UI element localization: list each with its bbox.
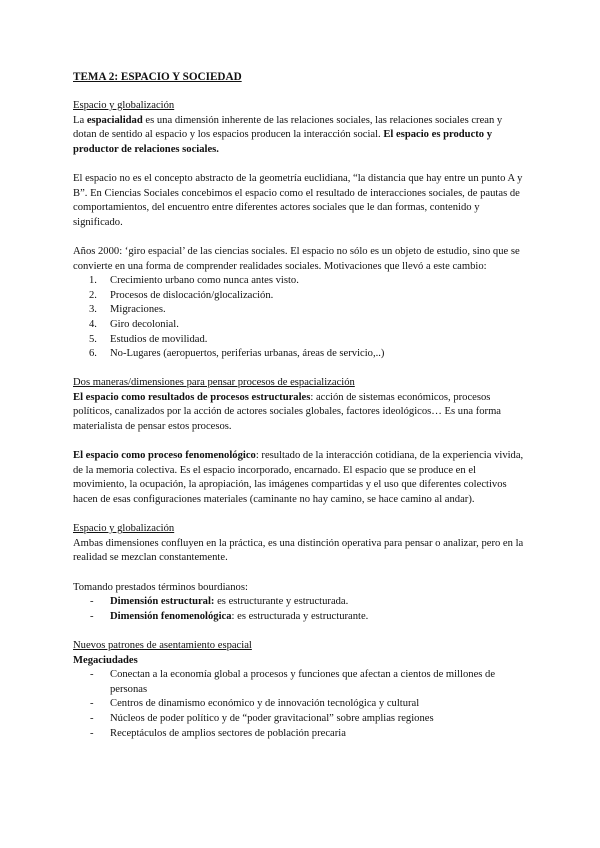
section-heading-espacio-globalizacion: Espacio y globalización [73, 100, 175, 111]
section-heading-dos-maneras: Dos maneras/dimensiones para pensar procesos de espacialización [73, 377, 355, 389]
dash-bullet: - [90, 610, 94, 622]
text-run: es estructurante y estructurada. [214, 596, 349, 608]
list-number: 3. [89, 304, 97, 316]
list-item-text: Estudios de movilidad. [110, 333, 208, 345]
text-run: : es estructurada y estructurante. [231, 610, 369, 622]
dash-bullet: - [90, 698, 94, 710]
list-item-text: No-Lugares (aeropuertos, periferias urbanas, áreas de servicio,..) [110, 348, 385, 360]
list-item-text: Migraciones. [110, 304, 166, 316]
list-number: 5. [89, 333, 97, 345]
list-item [73, 274, 528, 289]
text-run: : acción de sistemas económicos, procesos políticos, canalizados por la acción de actores sociales globales, factores ideológicos… Es una forma materialista de pensar estos procesos. [73, 391, 502, 433]
list-item [73, 595, 528, 610]
list-item [73, 697, 528, 712]
list-item [73, 668, 528, 697]
text-run: es una dimensión inherente de las relaciones sociales, las relaciones sociales crean y dotan de sentido al espacio y los espacios producen la interacción social. [73, 114, 503, 141]
paragraph-proceso-fenomenologico [73, 449, 528, 507]
paragraph-giro-espacial: Años 2000: ‘giro espacial’ de las ciencias sociales. El espacio no sólo es un objeto de estudio, sino que se convierte en una forma de comprender realidades sociales. Motivaciones que llevó a este cambio: [73, 245, 520, 272]
dimensiones-list [73, 595, 528, 624]
bold-term: espacialidad [86, 114, 143, 126]
section-heading-nuevos-patrones: Nuevos patrones de asentamiento espacial [73, 639, 252, 651]
dash-bullet: - [90, 596, 94, 608]
page-title: TEMA 2: ESPACIO Y SOCIEDAD [73, 71, 242, 83]
text-run: : resultado de la interacción cotidiana, de la experiencia vivida, de la memoria colectiva. Es el espacio incorporado, encarnado. El espacio que se produce en el movimiento, la ocupación, la apropiación, las imágenes compartidas y el uso que diferentes colectivos hacen de esas configuraciones materiales (caminante no hay camino, se hace camino al andar). [73, 450, 524, 506]
subheading-megaciudades [73, 654, 528, 669]
bold-term: Dimensión estructural: [110, 596, 215, 608]
bold-term: El espacio como resultados de procesos estructurales [73, 391, 311, 403]
list-number: 4. [89, 318, 97, 330]
dash-bullet: - [90, 712, 94, 724]
list-item [73, 610, 528, 625]
text-run: La [73, 114, 87, 126]
list-item [73, 727, 528, 742]
motivaciones-list [73, 274, 528, 362]
bold-term: Dimensión fenomenológica [110, 610, 232, 622]
list-item [73, 712, 528, 727]
bold-statement: El espacio es producto y productor de relaciones sociales. [73, 129, 493, 155]
list-item-text: Procesos de dislocación/glocalización. [110, 289, 274, 301]
list-item [73, 303, 528, 318]
paragraph-terminos-bourdianos: Tomando prestados términos bourdianos: [73, 581, 248, 593]
list-item-text: Giro decolonial. [110, 318, 179, 330]
paragraph-procesos-estructurales [73, 391, 528, 435]
list-item-text: Conectan a la economía global a procesos y funciones que afectan a cientos de millones de personas [110, 669, 496, 695]
list-item [73, 289, 528, 304]
dash-bullet: - [90, 669, 94, 681]
list-item-text: Crecimiento urbano como nunca antes visto. [110, 275, 299, 287]
list-number: 1. [89, 275, 97, 287]
list-item [73, 347, 528, 362]
list-item-text: Núcleos de poder político y de “poder gravitacional” sobre amplias regiones [110, 712, 434, 724]
list-item [73, 333, 528, 348]
megaciudades-list [73, 668, 528, 741]
list-number: 2. [89, 289, 97, 301]
list-item-text: Centros de dinamismo económico y de innovación tecnológica y cultural [110, 698, 420, 710]
list-item [73, 318, 528, 333]
list-item-text: Receptáculos de amplios sectores de población precaria [110, 727, 346, 739]
document-body [73, 70, 528, 741]
paragraph-dimensiones-confluyen: Ambas dimensiones confluyen en la práctica, es una distinción operativa para pensar o analizar, pero en la realidad se mezclan constantemente. [73, 537, 524, 564]
section-heading-espacio-globalizacion-2: Espacio y globalización [73, 523, 175, 535]
bold-term: Megaciudades [73, 654, 138, 666]
list-number: 6. [89, 348, 97, 360]
paragraph-espacialidad [73, 114, 528, 158]
dash-bullet: - [90, 727, 94, 739]
paragraph-espacio-concepto: El espacio no es el concepto abstracto de la geometría euclidiana, “la distancia que hay entre un punto A y B”. En Ciencias Sociales concebimos el espacio como el resultado de interacciones sociales, de pautas de comportamientos, del encuentro entre diferentes actores sociales que le dan formas, contenido y significado. [73, 172, 523, 228]
bold-term: El espacio como proceso fenomenológico [73, 450, 256, 462]
